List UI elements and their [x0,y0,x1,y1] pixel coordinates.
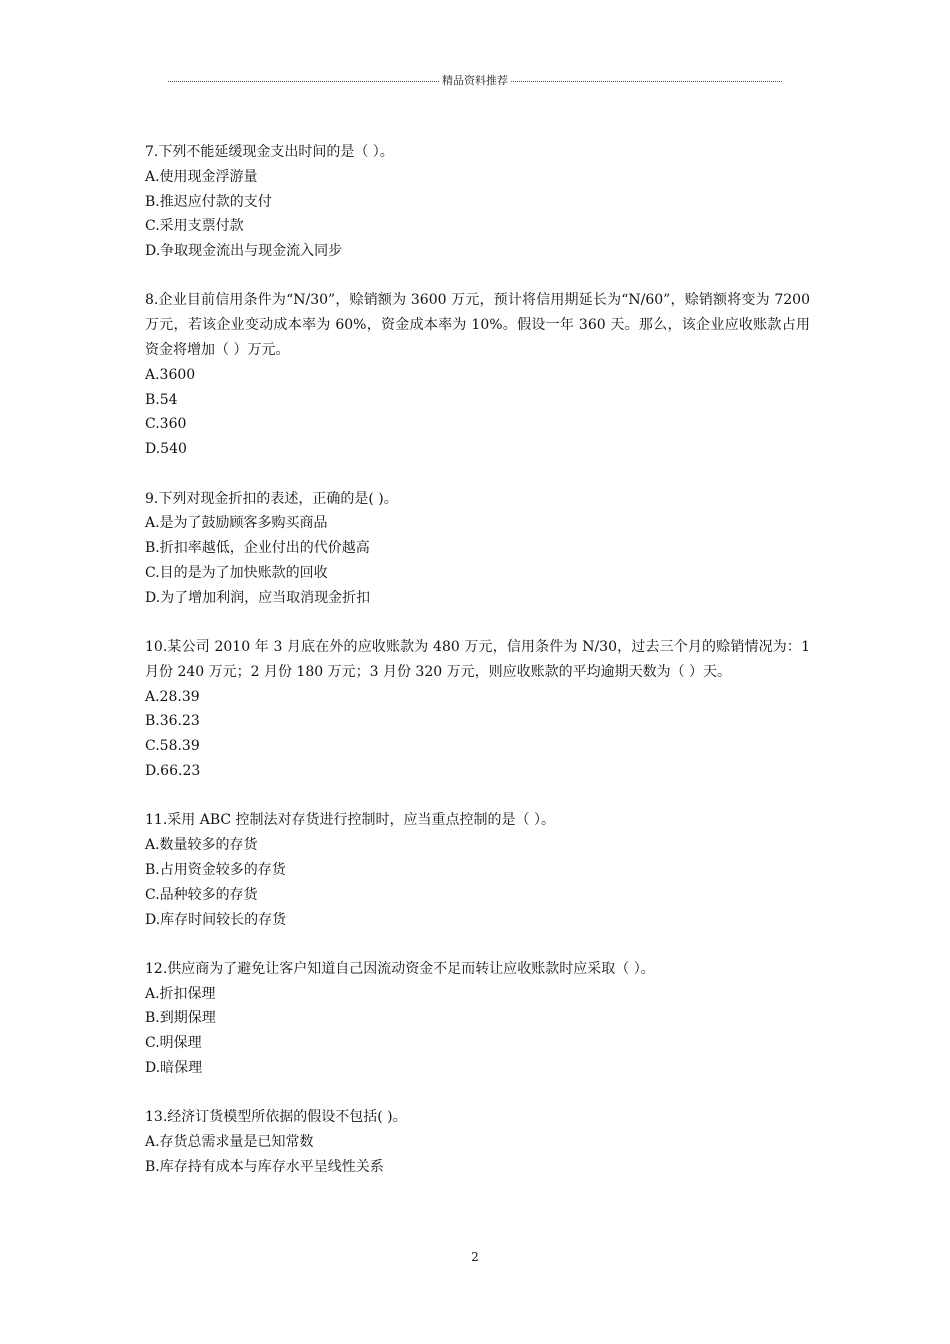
question-stem: 10.某公司 2010 年 3 月底在外的应收账款为 480 万元，信用条件为 N/30，过去三个月的赊销情况为：1 月份 240 万元；2 月份 180 万元；3 月份 320 万元，则应收账款的平均逾期天数为（ ）天。 [145,639,810,680]
question-stem: 12.供应商为了避免让客户知道自己因流动资金不足而转让应收账款时应采取（ ）。 [145,960,655,977]
option-d: D.为了增加利润，应当取消现金折扣 [145,589,371,606]
header-dots-right [511,81,782,82]
question-13 [145,1105,810,1179]
option-c: C.360 [145,416,187,433]
option-b: B.54 [145,391,178,408]
question-stem: 7.下列不能延缓现金支出时间的是（ ）。 [145,144,394,160]
question-11 [145,808,810,932]
option-b: B.占用资金较多的存货 [145,861,286,878]
option-c: C.品种较多的存货 [145,886,258,903]
page-number: 2 [471,1250,479,1264]
option-a: A.是为了鼓励顾客多购买商品 [145,515,328,532]
option-b: B.推迟应付款的支付 [145,193,272,210]
option-d: D.库存时间较长的存货 [145,911,287,928]
option-c: C.目的是为了加快账款的回收 [145,564,328,581]
question-stem: 8.企业目前信用条件为“N/30”，赊销额为 3600 万元，预计将信用期延长为“N/60”，赊销额将变为 7200 万元，若该企业变动成本率为 60%，资金成本率为 10%。假设一年 360 天。那么，该企业应收账款占用资金将增加（ ）万元。 [145,292,810,359]
question-7 [145,140,810,264]
option-c: C.采用支票付款 [145,218,244,235]
option-a: A.28.39 [145,688,200,705]
question-12 [145,957,810,1081]
option-b: B.折扣率越低，企业付出的代价越高 [145,540,370,557]
question-8 [145,288,810,462]
option-d: D.暗保理 [145,1060,203,1076]
option-d: D.争取现金流出与现金流入同步 [145,243,343,260]
option-a: A.折扣保理 [145,985,216,1002]
option-d: D.540 [145,441,187,458]
option-d: D.66.23 [145,763,201,780]
page-header [168,70,782,90]
question-10 [145,635,810,784]
question-stem: 13.经济订货模型所依据的假设不包括( )。 [145,1109,407,1126]
option-a: A.数量较多的存货 [145,837,258,854]
option-c: C.明保理 [145,1035,202,1052]
question-stem: 9.下列对现金折扣的表述，正确的是( )。 [145,490,398,507]
header-dots-left [168,81,439,82]
option-c: C.58.39 [145,738,200,755]
header-text: 精品资料推荐 [442,74,508,87]
option-b: B.库存持有成本与库存水平呈线性关系 [145,1158,384,1175]
option-a: A.使用现金浮游量 [145,168,258,185]
option-a: A.存货总需求量是已知常数 [145,1134,314,1151]
question-9 [145,487,810,611]
question-stem: 11.采用 ABC 控制法对存货进行控制时，应当重点控制的是（ ）。 [145,812,555,829]
option-a: A.3600 [145,366,196,383]
option-b: B.到期保理 [145,1010,216,1027]
option-b: B.36.23 [145,713,200,730]
question-list [145,140,810,1204]
